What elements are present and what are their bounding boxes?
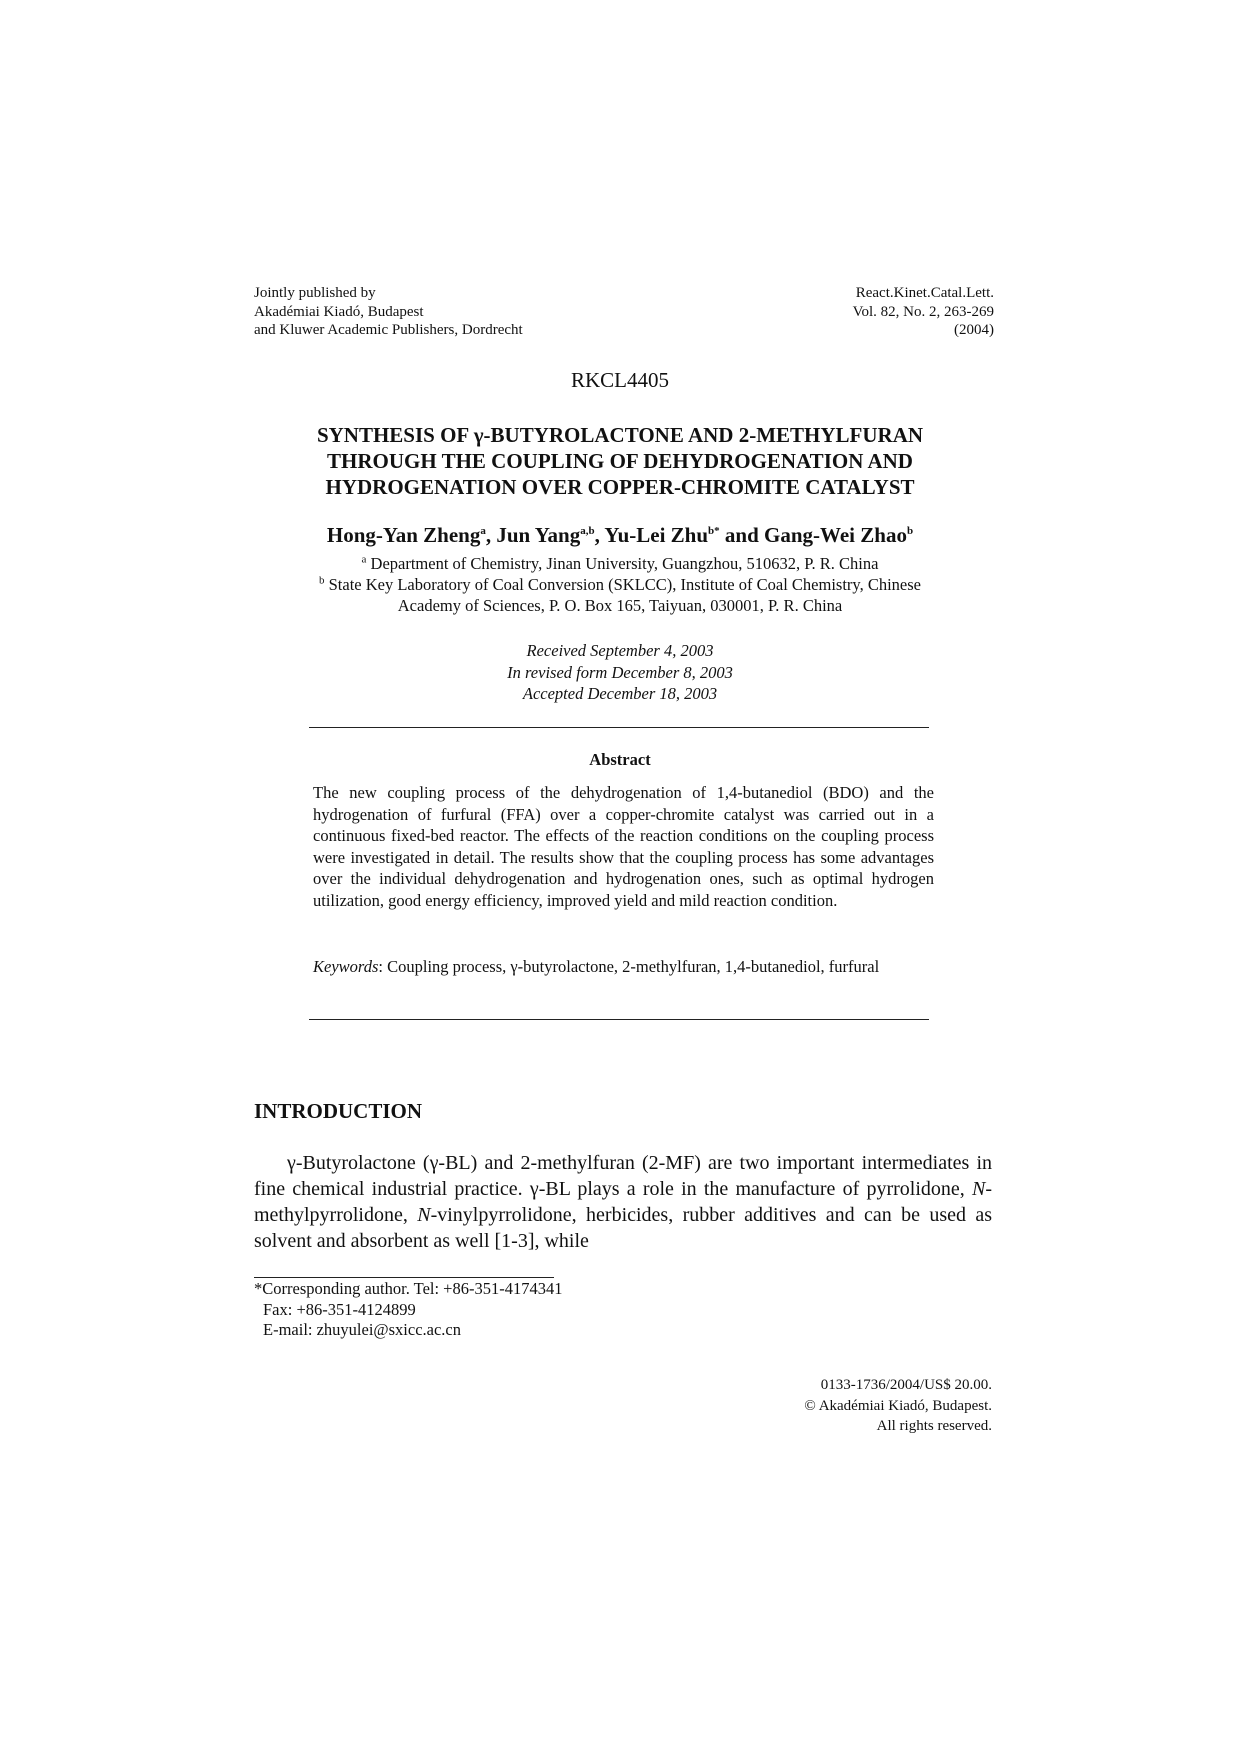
publisher-line: Jointly published by bbox=[254, 285, 376, 301]
submission-dates bbox=[0, 640, 1240, 705]
copyright-line: 0133-1736/2004/US$ 20.00. bbox=[820, 1377, 992, 1393]
publisher-line: and Kluwer Academic Publishers, Dordrecht bbox=[254, 322, 523, 338]
copyright-line: © Akadémiai Kiadó, Budapest. bbox=[804, 1397, 992, 1414]
keywords-text: : Coupling process, γ-butyrolactone, 2-methylfuran, 1,4-butanediol, furfural bbox=[378, 957, 880, 976]
affiliation-mark: a bbox=[361, 553, 367, 566]
paper-title bbox=[0, 422, 1240, 500]
affiliation-line bbox=[0, 595, 1240, 616]
intro-text: -methylpyrrolidone, bbox=[254, 1178, 992, 1226]
title-line: SYNTHESIS OF γ-BUTYROLACTONE AND 2-METHYLFURAN bbox=[316, 423, 924, 447]
affiliation-line bbox=[0, 553, 1240, 574]
affiliation-text: Academy of Sciences, P. O. Box 165, Taiyuan, 030001, P. R. China bbox=[397, 596, 843, 615]
affiliations bbox=[0, 553, 1240, 616]
author-name: Jun Yang bbox=[496, 523, 581, 547]
date-accepted: Accepted December 18, 2003 bbox=[522, 684, 718, 703]
author-affiliation-mark: b* bbox=[708, 525, 720, 537]
affiliation-mark: b bbox=[318, 574, 325, 587]
publisher-block bbox=[254, 284, 523, 340]
author-separator: , bbox=[485, 523, 497, 547]
abstract-top-divider bbox=[309, 727, 929, 728]
date-received: Received September 4, 2003 bbox=[526, 641, 714, 660]
footnote-line: E-mail: zhuyulei@sxicc.ac.cn bbox=[263, 1320, 461, 1339]
intro-text: γ-Butyrolactone (γ-BL) and 2-methylfuran (2-MF) are two important intermediates in fine chemical industrial practice. γ-BL plays a role in the manufacture of pyrrolidone, bbox=[254, 1152, 992, 1200]
author-name: Yu-Lei Zhu bbox=[604, 523, 709, 547]
author-affiliation-mark: a,b bbox=[580, 525, 595, 537]
affiliation-line bbox=[0, 574, 1240, 595]
affiliation-text: State Key Laboratory of Coal Conversion (SKLCC), Institute of Coal Chemistry, Chinese bbox=[324, 575, 921, 594]
introduction-body bbox=[254, 1150, 992, 1254]
keywords-label: Keywords bbox=[313, 957, 379, 976]
keywords bbox=[313, 956, 934, 978]
journal-line: (2004) bbox=[954, 322, 994, 338]
author-list bbox=[0, 523, 1240, 548]
title-line: THROUGH THE COUPLING OF DEHYDROGENATION AND bbox=[327, 449, 913, 473]
journal-block bbox=[853, 284, 994, 340]
author-name: Hong-Yan Zheng bbox=[326, 523, 481, 547]
corresponding-footnote bbox=[254, 1279, 562, 1341]
abstract-heading: Abstract bbox=[589, 750, 651, 769]
footnote-line: *Corresponding author. Tel: +86-351-4174341 bbox=[254, 1279, 563, 1298]
intro-text: -vinylpyrrolidone, herbicides, rubber additives and can be used as solvent and absorbent as well [1-3], while bbox=[254, 1204, 992, 1252]
footnote-line: Fax: +86-351-4124899 bbox=[263, 1299, 416, 1319]
copyright-line: All rights reserved. bbox=[876, 1418, 992, 1434]
author-name: Gang-Wei Zhao bbox=[764, 523, 907, 547]
author-separator: and bbox=[719, 523, 765, 547]
intro-italic: N bbox=[417, 1204, 431, 1226]
author-separator: , bbox=[594, 523, 605, 547]
date-revised: In revised form December 8, 2003 bbox=[507, 662, 733, 682]
affiliation-text: Department of Chemistry, Jinan University, Guangzhou, 510632, P. R. China bbox=[366, 554, 879, 573]
section-heading-introduction: INTRODUCTION bbox=[254, 1099, 423, 1123]
intro-italic: N bbox=[971, 1178, 986, 1200]
abstract-text: The new coupling process of the dehydrogenation of 1,4-butanediol (BDO) and the hydrogenation of furfural (FFA) over a copper-chromite catalyst was carried out in a continuous fixed-bed reactor. The effects of the reaction conditions on the coupling process were investigated in detail. The results show that the coupling process has some advantages over the individual dehydrogenation and hydrogenation ones, such as optimal hydrogen utilization, good energy efficiency, improved yield and mild reaction condition. bbox=[313, 783, 934, 910]
publisher-line: Akadémiai Kiadó, Budapest bbox=[254, 303, 424, 320]
copyright-block bbox=[804, 1375, 992, 1437]
author-affiliation-mark: b bbox=[906, 525, 914, 537]
journal-line: React.Kinet.Catal.Lett. bbox=[855, 285, 994, 301]
footnote-divider bbox=[254, 1277, 554, 1278]
introduction-paragraph bbox=[254, 1150, 992, 1254]
author-affiliation-mark: a bbox=[480, 525, 486, 537]
title-line: HYDROGENATION OVER COPPER-CHROMITE CATALYST bbox=[325, 475, 915, 499]
abstract-bottom-divider bbox=[309, 1019, 929, 1020]
journal-line: Vol. 82, No. 2, 263-269 bbox=[852, 303, 994, 320]
article-code: RKCL4405 bbox=[570, 368, 669, 392]
